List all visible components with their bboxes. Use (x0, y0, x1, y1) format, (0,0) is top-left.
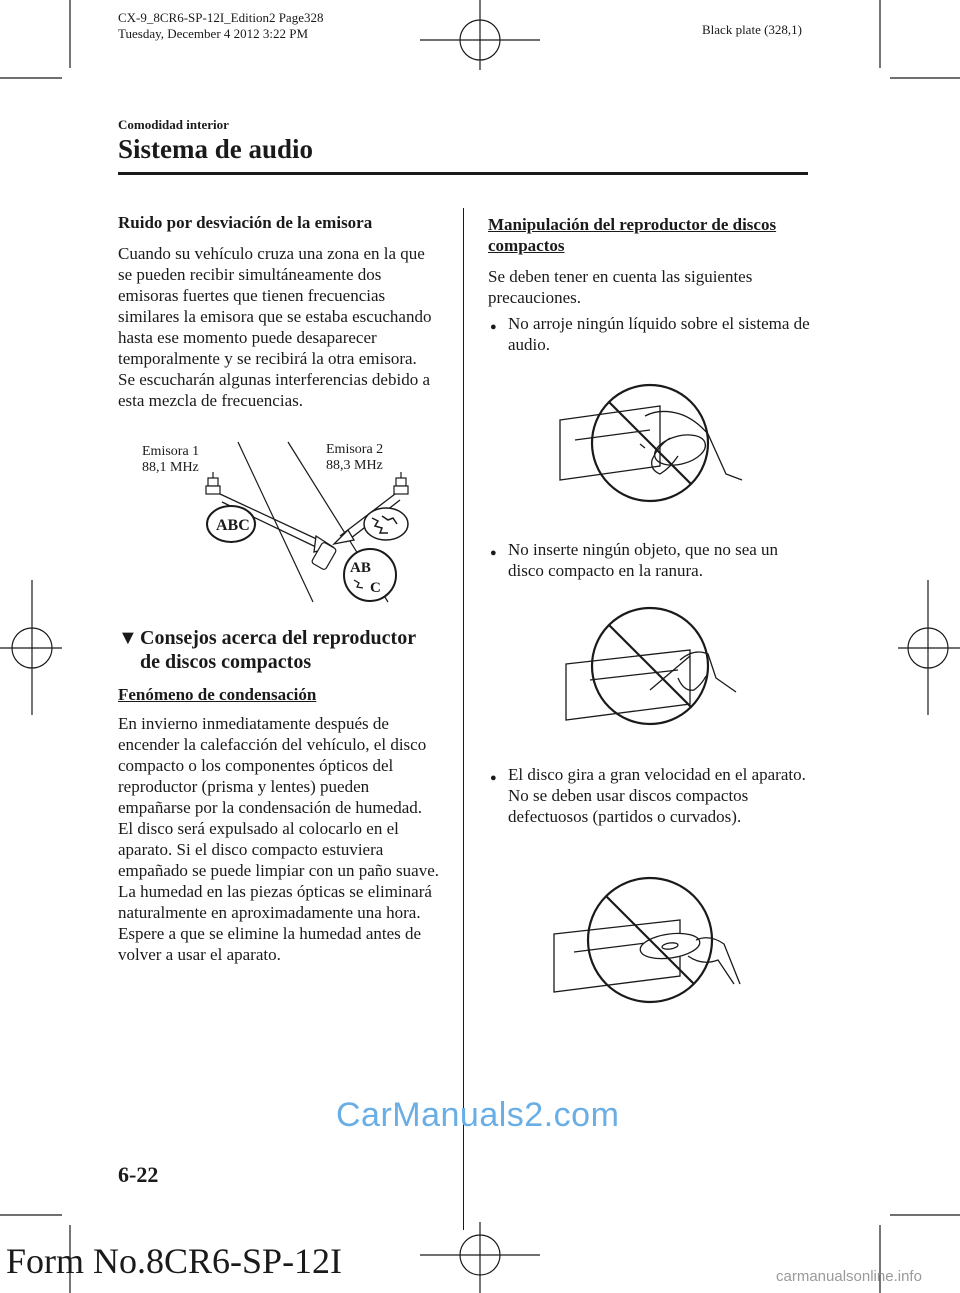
plate-label: Black plate (328,1) (702, 22, 802, 37)
bullet-item-1 (490, 313, 810, 355)
form-number: Form No.8CR6-SP-12I (6, 1241, 343, 1281)
antenna-icon-1 (206, 472, 220, 494)
antenna-icon-2 (394, 472, 408, 494)
station2-label (326, 442, 383, 474)
station1-freq: 88,1 MHz (142, 460, 199, 475)
watermark-text: CarManuals2.com (336, 1096, 620, 1134)
print-header-line1: CX-9_8CR6-SP-12I_Edition2 Page328 (118, 10, 324, 25)
station1-name: Emisora 1 (142, 444, 200, 459)
cd-handling-intro: Se deben tener en cuenta las siguientes precauciones. (488, 267, 753, 307)
watermark-site: carmanualsonline.info (776, 1268, 922, 1285)
station2-freq: 88,3 MHz (326, 458, 383, 473)
page-number: 6-22 (118, 1162, 159, 1187)
cd-handling-heading: Manipulación del reproductor de discos compactos (488, 215, 777, 255)
abc-sound-icon-1 (207, 506, 255, 542)
sub-heading-station-drift: Ruido por desviación de la emisora (118, 213, 373, 232)
topic-marker-icon: ▼ (118, 627, 138, 649)
column-divider (463, 208, 464, 1230)
station2-name: Emisora 2 (326, 442, 384, 457)
svg-text:C: C (370, 580, 381, 596)
svg-text:AB: AB (350, 560, 371, 576)
mixed-sound-icon (344, 549, 396, 601)
topic-title-line1: Consejos acerca del reproductor (140, 627, 417, 649)
bullet-item-3 (490, 764, 810, 827)
damaged-disc-illustration (550, 870, 750, 1010)
noise-icon (364, 508, 408, 540)
condensation-heading: Fenómeno de condensación (118, 685, 317, 704)
bullet-text-2: No inserte ningún objeto, que no sea un disco compacto en la ranura. (508, 540, 779, 580)
station-drift-paragraph: Cuando su vehículo cruza una zona en la que se pueden recibir simultáneamente dos emisoras fuertes que tienen frecuencias similares la emisora que se estaba escuchando hasta ese momento puede desaparecer temporalmente y se recibirá la otra emisora. Se escucharán algunas interferencias debido a esta mezcla de frecuencias. (118, 244, 432, 410)
right-column-text (488, 214, 810, 318)
topic-heading (118, 626, 448, 674)
bullet-item-2 (490, 539, 810, 581)
print-header-line2: Tuesday, December 4 2012 3:22 PM (118, 26, 309, 41)
section-title: Sistema de audio (118, 134, 314, 164)
bullet-text-3: El disco gira a gran velocidad en el aparato. No se deben usar discos compactos defectuosos (partidos o curvados). (508, 765, 806, 826)
bullet-icon: ● (490, 321, 497, 333)
bullet-text-1: No arroje ningún líquido sobre el sistema de audio. (508, 314, 810, 354)
bullet-icon: ● (490, 547, 497, 559)
header-rule (118, 172, 808, 175)
no-liquid-illustration (550, 378, 750, 508)
topic-title-line2: de discos compactos (140, 651, 312, 673)
print-header (118, 10, 323, 42)
left-column-top (118, 212, 438, 421)
station1-label (142, 444, 199, 476)
left-column-bottom (118, 684, 440, 975)
section-label: Comodidad interior (118, 117, 229, 132)
condensation-paragraph: En invierno inmediatamente después de encender la calefacción del vehículo, el disco compacto o los componentes ópticos del reproductor (prisma y lentes) pueden empañarse por la condensación de humedad. El disco será expulsado al colocarlo en el aparato. Si el disco compacto estuviera empañado se puede limpiar con un paño suave. La humedad en las piezas ópticas se eliminará naturalmente en aproximadamente una hora. Espere a que se elimine la humedad antes de volver a usar el aparato. (118, 714, 440, 964)
svg-text:ABC: ABC (216, 517, 250, 534)
no-objects-illustration (560, 600, 740, 730)
bullet-icon: ● (490, 772, 497, 784)
